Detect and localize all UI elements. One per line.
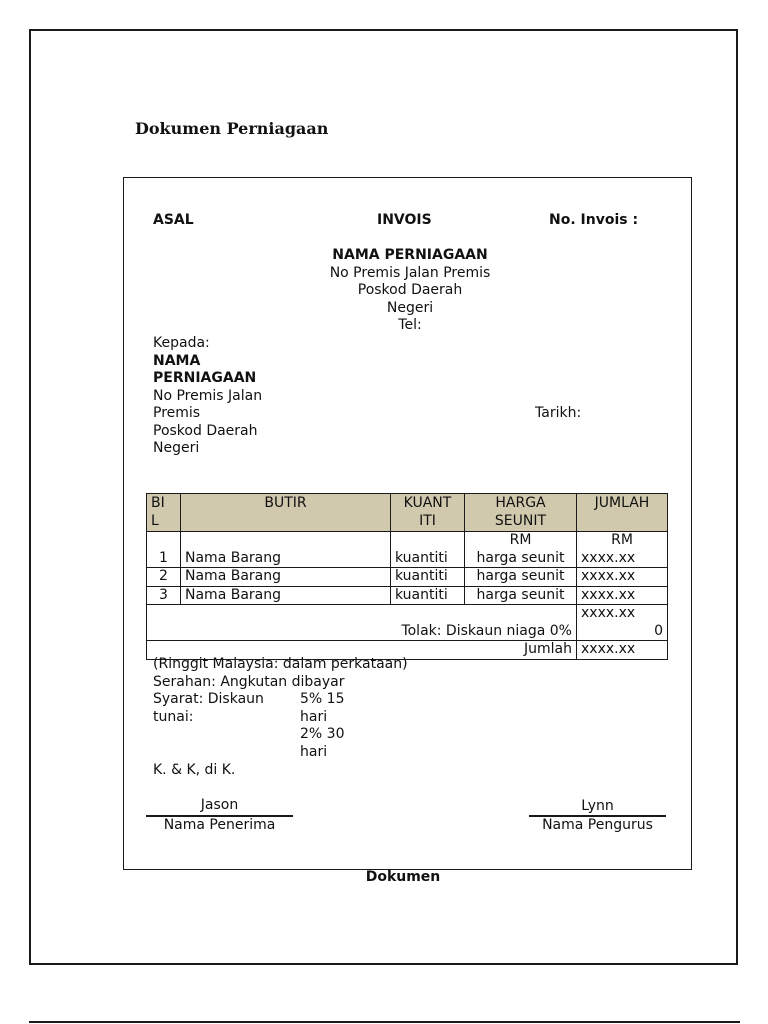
table-row <box>147 586 668 605</box>
header-jumlah: JUMLAH <box>577 494 668 532</box>
terms-block <box>300 691 344 761</box>
subtotal-value: xxxx.xx <box>581 605 636 621</box>
asal-label: ASAL <box>153 212 194 228</box>
signature-right-label: Nama Pengurus <box>542 817 653 833</box>
row-jumlah: xxxx.xx <box>577 568 668 587</box>
row-harga: harga seunit <box>465 586 577 605</box>
discount-value: 0 <box>654 622 663 639</box>
row-harga: harga seunit <box>465 568 577 587</box>
sender-tel: Tel: <box>398 317 422 333</box>
kk-note: K. & K, di K. <box>153 762 236 778</box>
recipient-address2: Premis <box>153 405 201 421</box>
serahan-note: Serahan: Angkutan dibayar <box>153 673 345 690</box>
row-bil: 1 <box>147 550 181 568</box>
table-row <box>147 568 668 587</box>
table-header-row <box>147 494 668 532</box>
header-bil: BI L <box>147 494 181 532</box>
items-table <box>146 493 668 660</box>
row-bil: 3 <box>147 586 181 605</box>
row-butir: Nama Barang <box>181 550 391 568</box>
bottom-rule <box>29 1021 740 1023</box>
term2-a: 2% 30 <box>300 726 345 742</box>
total-value: xxxx.xx <box>577 641 668 660</box>
invoice-number-label: No. Invois : <box>549 212 639 228</box>
document-title: Dokumen Perniagaan <box>135 119 329 138</box>
notes-block <box>153 656 408 726</box>
row-jumlah: xxxx.xx <box>577 586 668 605</box>
table-row <box>147 550 668 568</box>
row-kuantiti: kuantiti <box>391 568 465 587</box>
discount-row <box>147 605 668 641</box>
signature-left-label: Nama Penerima <box>163 817 276 833</box>
header-kuantiti: KUANT ITI <box>391 494 465 532</box>
recipient-address3: Poskod Daerah <box>153 422 258 439</box>
row-harga: harga seunit <box>465 550 577 568</box>
header-butir: BUTIR <box>181 494 391 532</box>
term1-b: hari <box>300 708 328 725</box>
currency-row <box>147 532 668 550</box>
tarikh-label: Tarikh: <box>535 405 582 421</box>
subtotal-discount-cell <box>577 605 668 641</box>
row-kuantiti: kuantiti <box>391 586 465 605</box>
row-kuantiti: kuantiti <box>391 550 465 568</box>
total-label: Jumlah <box>147 641 577 660</box>
ringgit-note: (Ringgit Malaysia: dalam perkataan) <box>153 656 408 672</box>
syarat-note-2: tunai: <box>153 708 194 725</box>
row-butir: Nama Barang <box>181 586 391 605</box>
sender-block <box>260 247 560 335</box>
signature-right-name: Lynn <box>581 798 614 814</box>
syarat-note-1: Syarat: Diskaun <box>153 691 264 707</box>
recipient-kepada: Kepada: <box>153 335 210 351</box>
recipient-address1: No Premis Jalan <box>153 387 263 404</box>
recipient-name-1: NAMA <box>153 352 201 369</box>
currency-harga: RM <box>465 532 577 550</box>
sender-name: NAMA PERNIAGAAN <box>332 247 488 263</box>
sender-address2: Poskod Daerah <box>357 282 463 298</box>
sender-address3: Negeri <box>386 299 434 316</box>
invois-heading: INVOIS <box>377 212 432 228</box>
recipient-block <box>153 335 262 458</box>
row-jumlah: xxxx.xx <box>577 550 668 568</box>
row-butir: Nama Barang <box>181 568 391 587</box>
sender-address1: No Premis Jalan Premis <box>329 264 491 281</box>
signature-left-name: Jason <box>200 797 239 813</box>
recipient-address4: Negeri <box>153 440 200 456</box>
caption: Dokumen <box>365 869 441 885</box>
header-harga: HARGA SEUNIT <box>465 494 577 532</box>
discount-label: Tolak: Diskaun niaga 0% <box>147 605 577 641</box>
term2-b: hari <box>300 743 328 760</box>
recipient-name-2: PERNIAGAAN <box>153 370 257 386</box>
row-bil: 2 <box>147 568 181 587</box>
term1-a: 5% 15 <box>300 691 345 707</box>
currency-jumlah: RM <box>577 532 668 550</box>
